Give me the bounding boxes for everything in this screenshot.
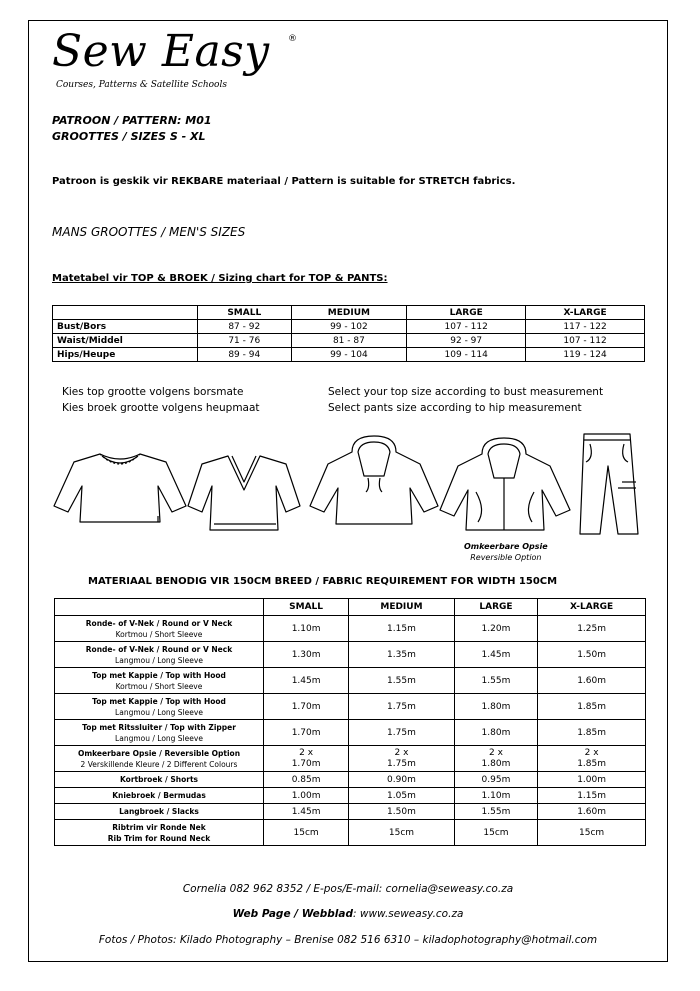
reversible-caption-af: Omkeerbare Opsie bbox=[464, 542, 548, 551]
cell: 1.70m bbox=[264, 720, 349, 746]
fabric-requirement-table bbox=[54, 598, 646, 846]
cell: 1.30m bbox=[264, 642, 349, 668]
cell: 15cm bbox=[538, 820, 646, 846]
brand-logo bbox=[52, 26, 297, 90]
row-label: Kortbroek / Shorts bbox=[55, 772, 264, 788]
table-row bbox=[55, 788, 646, 804]
row-label: Ronde- of V-Nek / Round or V Neck Langmou / Long Sleeve bbox=[55, 642, 264, 668]
fabric-suitability: Patroon is geskik vir REKBARE materiaal / Pattern is suitable for STRETCH fabrics. bbox=[52, 176, 516, 187]
cell: 1.45m bbox=[264, 668, 349, 694]
cell: 1.75m bbox=[349, 720, 455, 746]
reversible-caption-en: Reversible Option bbox=[470, 553, 542, 562]
fabric-header-row bbox=[55, 599, 646, 616]
instruction-line: Select pants size according to hip measurement bbox=[328, 402, 582, 414]
cell: 1.85m bbox=[538, 694, 646, 720]
cell: 1.15m bbox=[538, 788, 646, 804]
row-label: Waist/Middel bbox=[53, 334, 198, 348]
cell: 1.35m bbox=[349, 642, 455, 668]
cell: 71 - 76 bbox=[198, 334, 292, 348]
row-label: Bust/Bors bbox=[53, 320, 198, 334]
row-label: Langbroek / Slacks bbox=[55, 804, 264, 820]
cell: 1.80m bbox=[454, 720, 537, 746]
row-label: Hips/Heupe bbox=[53, 348, 198, 362]
reversible-caption bbox=[464, 541, 548, 563]
pattern-number: PATROON / PATTERN: M01 bbox=[52, 114, 212, 127]
cell: 1.05m bbox=[349, 788, 455, 804]
web-label: Web Page / Webblad bbox=[232, 908, 353, 920]
col-large: LARGE bbox=[454, 599, 537, 616]
round-neck-top-drawing bbox=[54, 454, 186, 522]
cell: 109 - 114 bbox=[407, 348, 526, 362]
cell: 87 - 92 bbox=[198, 320, 292, 334]
cell: 92 - 97 bbox=[407, 334, 526, 348]
row-label: Top met Kappie / Top with Hood Kortmou / Short Sleeve bbox=[55, 668, 264, 694]
instruction-line: Kies top grootte volgens borsmate bbox=[62, 386, 244, 398]
v-neck-top-drawing bbox=[188, 456, 300, 530]
table-row bbox=[55, 804, 646, 820]
cell: 1.55m bbox=[454, 668, 537, 694]
cell: 0.95m bbox=[454, 772, 537, 788]
cell: 117 - 122 bbox=[526, 320, 645, 334]
cell: 1.60m bbox=[538, 668, 646, 694]
cell: 1.50m bbox=[538, 642, 646, 668]
cell: 15cm bbox=[454, 820, 537, 846]
table-row bbox=[55, 642, 646, 668]
cell: 1.00m bbox=[264, 788, 349, 804]
instructions-afrikaans bbox=[62, 384, 260, 416]
col-large: LARGE bbox=[407, 306, 526, 320]
pattern-sizes: GROOTTES / SIZES S - XL bbox=[52, 130, 206, 143]
col-small: SMALL bbox=[198, 306, 292, 320]
cell: 0.90m bbox=[349, 772, 455, 788]
footer-contact: Cornelia 082 962 8352 / E-pos/E-mail: cornelia@seweasy.co.za bbox=[182, 883, 514, 895]
table-row bbox=[55, 668, 646, 694]
cell: 2 x 1.85m bbox=[538, 746, 646, 772]
fabric-corner bbox=[55, 599, 264, 616]
row-label: Ribtrim vir Ronde Nek Rib Trim for Round Neck bbox=[55, 820, 264, 846]
cell: 1.45m bbox=[454, 642, 537, 668]
cell: 1.55m bbox=[349, 668, 455, 694]
cell: 99 - 102 bbox=[291, 320, 407, 334]
cell: 1.20m bbox=[454, 616, 537, 642]
hoodie-drawing bbox=[310, 436, 438, 524]
table-row bbox=[53, 334, 645, 348]
cell: 1.25m bbox=[538, 616, 646, 642]
cell: 1.80m bbox=[454, 694, 537, 720]
col-xlarge: X-LARGE bbox=[526, 306, 645, 320]
col-small: SMALL bbox=[264, 599, 349, 616]
table-row bbox=[53, 320, 645, 334]
pattern-info bbox=[52, 113, 212, 145]
table-row bbox=[55, 616, 646, 642]
cell: 15cm bbox=[264, 820, 349, 846]
cell: 0.85m bbox=[264, 772, 349, 788]
fabric-requirement-heading: MATERIAAL BENODIG VIR 150CM BREED / FABRIC REQUIREMENT FOR WIDTH 150CM bbox=[88, 576, 558, 587]
cell: 107 - 112 bbox=[407, 320, 526, 334]
footer-photos: Fotos / Photos: Kilado Photography – Brenise 082 516 6310 – kiladophotography@hotmail.com bbox=[98, 934, 598, 946]
sizing-chart-heading: Matetabel vir TOP & BROEK / Sizing chart for TOP & PANTS: bbox=[52, 273, 388, 284]
instructions-english bbox=[328, 384, 603, 416]
cell: 1.85m bbox=[538, 720, 646, 746]
cell: 2 x 1.80m bbox=[454, 746, 537, 772]
cell: 1.15m bbox=[349, 616, 455, 642]
row-label: Top met Kappie / Top with Hood Langmou / Long Sleeve bbox=[55, 694, 264, 720]
instruction-line: Select your top size according to bust measurement bbox=[328, 386, 604, 398]
cell: 1.60m bbox=[538, 804, 646, 820]
table-row bbox=[55, 772, 646, 788]
sizing-chart-table bbox=[52, 305, 645, 362]
cell: 107 - 112 bbox=[526, 334, 645, 348]
row-label: Kniebroek / Bermudas bbox=[55, 788, 264, 804]
sizing-header-row bbox=[53, 306, 645, 320]
cell: 1.55m bbox=[454, 804, 537, 820]
row-label: Top met Ritssluiter / Top with Zipper Langmou / Long Sleeve bbox=[55, 720, 264, 746]
table-row bbox=[55, 694, 646, 720]
cell: 15cm bbox=[349, 820, 455, 846]
col-medium: MEDIUM bbox=[349, 599, 455, 616]
zip-hoodie-drawing bbox=[440, 438, 570, 530]
cell: 81 - 87 bbox=[291, 334, 407, 348]
registered-mark: ® bbox=[288, 34, 297, 44]
table-row bbox=[55, 746, 646, 772]
brand-name: Sew Easy bbox=[52, 26, 270, 77]
col-medium: MEDIUM bbox=[291, 306, 407, 320]
web-url[interactable]: : www.seweasy.co.za bbox=[352, 908, 464, 920]
cell: 119 - 124 bbox=[526, 348, 645, 362]
table-row bbox=[55, 720, 646, 746]
sizing-corner bbox=[53, 306, 198, 320]
garment-drawings bbox=[48, 430, 648, 540]
cell: 1.50m bbox=[349, 804, 455, 820]
row-label: Omkeerbare Opsie / Reversible Option 2 Verskillende Kleure / 2 Different Colours bbox=[55, 746, 264, 772]
cell: 2 x 1.70m bbox=[264, 746, 349, 772]
cell: 1.00m bbox=[538, 772, 646, 788]
cell: 2 x 1.75m bbox=[349, 746, 455, 772]
col-xlarge: X-LARGE bbox=[538, 599, 646, 616]
cell: 99 - 104 bbox=[291, 348, 407, 362]
table-row bbox=[53, 348, 645, 362]
cell: 1.75m bbox=[349, 694, 455, 720]
mens-sizes-heading: MANS GROOTTES / MEN'S SIZES bbox=[52, 225, 246, 239]
table-row bbox=[55, 820, 646, 846]
footer-web bbox=[28, 908, 668, 920]
instruction-line: Kies broek grootte volgens heupmaat bbox=[62, 402, 260, 414]
pants-drawing bbox=[580, 434, 638, 534]
brand-tagline: Courses, Patterns & Satellite Schools bbox=[56, 80, 227, 90]
cell: 1.45m bbox=[264, 804, 349, 820]
cell: 1.10m bbox=[454, 788, 537, 804]
cell: 1.70m bbox=[264, 694, 349, 720]
cell: 1.10m bbox=[264, 616, 349, 642]
row-label: Ronde- of V-Nek / Round or V Neck Kortmou / Short Sleeve bbox=[55, 616, 264, 642]
cell: 89 - 94 bbox=[198, 348, 292, 362]
